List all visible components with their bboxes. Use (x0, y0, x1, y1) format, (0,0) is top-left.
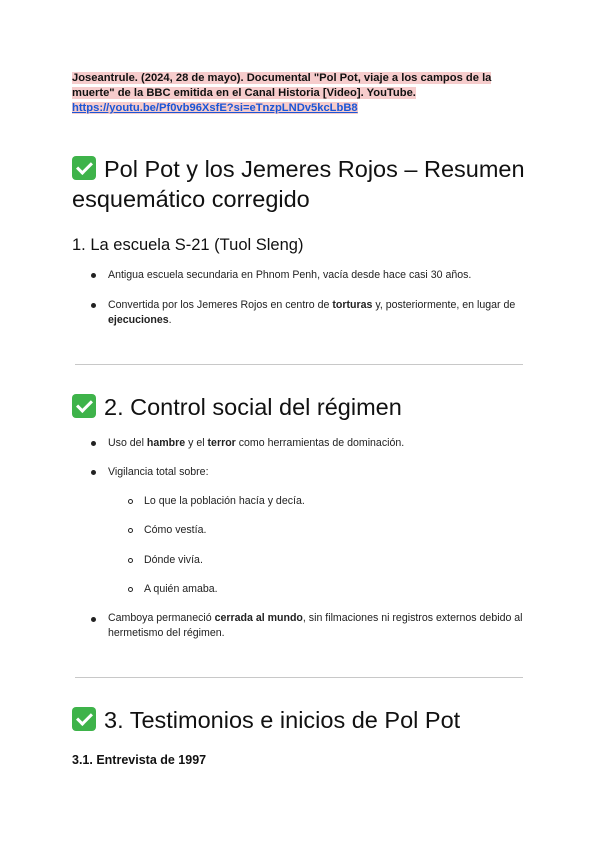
bullet-ring (128, 499, 133, 504)
section3-title: 3. Testimonios e inicios de Pol Pot (104, 707, 461, 733)
bullet-ring (128, 558, 133, 563)
item-text: y, posteriormente, en lugar de (372, 299, 516, 311)
sub-list-item: Cómo vestía. (144, 524, 207, 536)
bullet-dot (91, 470, 96, 475)
sub-list-item: Lo que la población hacía y decía. (144, 495, 305, 507)
sub-list-item: Dónde vivía. (144, 554, 203, 566)
item-text: y el (185, 437, 208, 449)
citation-text: Joseantrule. (2024, 28 de mayo). Documental "Pol Pot, viaje a los campos de la muerte" de la BBC emitida en el Canal Historia [Video]. YouTube. (72, 72, 492, 99)
section1-title: Pol Pot y los Jemeres Rojos – Resumen esquemático corregido (72, 156, 525, 212)
item-bold-text: terror (207, 437, 236, 449)
bullet-dot (91, 441, 96, 446)
item-bold-text: torturas (332, 299, 373, 311)
bullet-dot (91, 273, 96, 278)
check-mark-icon (72, 394, 96, 418)
section1-subheading: 1. La escuela S-21 (Tuol Sleng) (72, 236, 304, 254)
item-text: como herramientas de dominación. (235, 437, 405, 449)
item-text: Camboya permaneció (108, 612, 215, 624)
section2-title-heading (72, 392, 542, 422)
horizontal-rule (75, 364, 523, 365)
citation-link[interactable]: https://youtu.be/Pf0vb96XsfE?si=eTnzpLNDv5kcLbB8 (72, 102, 358, 114)
bullet-ring (128, 587, 133, 592)
item-bold-text: ejecuciones (108, 314, 169, 326)
section1-title-heading (72, 154, 542, 214)
citation (72, 71, 532, 116)
list-item (108, 298, 528, 328)
item-text: , sin filmaciones ni registros externos debido al hermetismo del régimen. (108, 612, 523, 639)
check-mark-icon (72, 707, 96, 731)
item-text: Convertida por los Jemeres Rojos en centro de (108, 299, 333, 311)
section2-title: 2. Control social del régimen (104, 394, 402, 420)
check-mark-icon (72, 156, 96, 180)
horizontal-rule (75, 677, 523, 678)
section3-title-heading (72, 705, 542, 735)
item-text: . (168, 314, 172, 326)
item-text: Vigilancia total sobre: (108, 466, 209, 478)
list-item (108, 611, 528, 641)
list-item (108, 436, 528, 451)
bullet-dot (91, 303, 96, 308)
section3-subheading: 3.1. Entrevista de 1997 (72, 753, 207, 767)
item-text: Uso del (108, 437, 147, 449)
item-bold-text: hambre (146, 437, 186, 449)
list-item (108, 268, 528, 283)
list-item (108, 465, 528, 480)
bullet-ring (128, 528, 133, 533)
sub-list-item: A quién amaba. (144, 583, 218, 595)
item-bold-text: cerrada al mundo (214, 612, 303, 624)
bullet-dot (91, 617, 96, 622)
item-text: Antigua escuela secundaria en Phnom Penh, vacía desde hace casi 30 años. (108, 269, 472, 281)
